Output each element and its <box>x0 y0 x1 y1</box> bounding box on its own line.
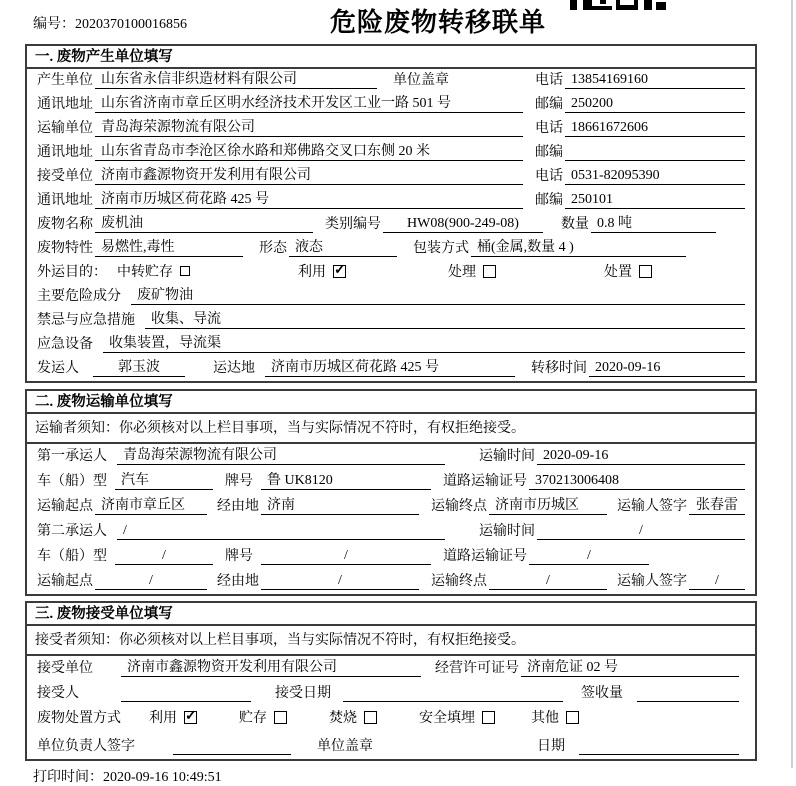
row-left <box>35 141 533 161</box>
print-time-value: 2020-09-16 10:49:51 <box>103 770 222 785</box>
row-second-route <box>27 569 755 594</box>
row-receiving-unit <box>27 656 755 681</box>
phone-value: 0531-82095390 <box>565 167 745 185</box>
row-responsible-signature <box>27 731 755 759</box>
generator-label: 产生单位 <box>37 73 93 88</box>
row-left <box>35 93 533 113</box>
receiver-value: 济南市鑫源物资开发利用有限公司 <box>95 167 523 185</box>
via-label: 经由地 <box>217 499 259 514</box>
accept-date-label: 接受日期 <box>275 686 331 701</box>
acceptor-label: 接受人 <box>37 686 79 701</box>
section-generator <box>25 44 757 383</box>
row-first-carrier <box>27 444 755 469</box>
print-time-line <box>33 766 796 786</box>
row-generator-unit <box>27 69 755 93</box>
form-value: 液态 <box>289 239 397 257</box>
serial-number-line <box>33 13 187 33</box>
end-label: 运输终点 <box>431 499 487 514</box>
print-time-label: 打印时间： <box>33 770 103 785</box>
section-transporter-heading: 二. 废物运输单位填写 <box>27 391 755 414</box>
purpose-option-label: 处理 <box>448 265 476 280</box>
row-left <box>35 165 533 185</box>
disposal-option-incinerate <box>329 707 377 727</box>
row-second-carrier <box>27 519 755 544</box>
row-receiver-address <box>27 189 755 213</box>
disposal-label: 废物处置方式 <box>37 711 121 726</box>
address-label: 通讯地址 <box>37 145 93 160</box>
row-right <box>533 141 745 161</box>
carrier-value: / <box>117 522 445 540</box>
carrier-sign-value: / <box>689 572 745 590</box>
address-value: 山东省青岛市李沧区徐水路和郑佛路交叉口东侧 20 米 <box>95 143 523 161</box>
receiver-label: 接受单位 <box>37 169 93 184</box>
plate-label: 牌号 <box>225 474 253 489</box>
transport-time-value: 2020-09-16 <box>537 447 745 465</box>
document-header <box>0 0 796 42</box>
destination-label: 运达地 <box>213 361 255 376</box>
transport-time-value: / <box>537 522 745 540</box>
purpose-option-label: 中转贮存 <box>117 265 173 280</box>
receiver-value: 济南市鑫源物资开发利用有限公司 <box>121 659 421 677</box>
origin-value: 济南市章丘区 <box>95 497 207 515</box>
zip-value: 250200 <box>565 95 745 113</box>
received-qty-label: 签收量 <box>581 686 623 701</box>
permit-value: 济南危证 02 号 <box>521 659 739 677</box>
carrier-value: 青岛海荣源物流有限公司 <box>117 447 445 465</box>
disposal-option-label: 安全填埋 <box>419 711 475 726</box>
row-disposal-method <box>27 706 755 731</box>
quantity-value: 0.8 吨 <box>591 215 716 233</box>
plate-value: 鲁 UK8120 <box>261 472 431 490</box>
form-label: 形态 <box>259 241 287 256</box>
address-value: 济南市历城区荷花路 425 号 <box>95 191 523 209</box>
page-title: 危险废物转移联单 <box>330 8 547 37</box>
checkbox-icon <box>184 711 197 724</box>
receiver-label: 接受单位 <box>37 661 93 676</box>
row-generator-address <box>27 93 755 117</box>
disposal-option-other <box>531 707 579 727</box>
purpose-label: 外运目的： <box>37 265 107 280</box>
hazard-value: 废矿物油 <box>131 287 745 305</box>
disposal-option-label: 利用 <box>149 711 177 726</box>
row-waste-name <box>27 213 755 237</box>
phone-label: 电话 <box>535 73 563 88</box>
received-qty-value <box>637 685 739 702</box>
transporter-value: 青岛海荣源物流有限公司 <box>95 119 523 137</box>
emergency-value: 收集、导流 <box>145 311 745 329</box>
transfer-time-value: 2020-09-16 <box>589 359 745 377</box>
responsible-sign-label: 单位负责人签字 <box>37 739 135 754</box>
row-second-vehicle <box>27 544 755 569</box>
vehicle-type-label: 车（船）型 <box>37 549 107 564</box>
disposal-option-label: 焚烧 <box>329 711 357 726</box>
section-generator-heading: 一. 废物产生单位填写 <box>27 46 755 69</box>
row-right <box>533 165 745 185</box>
road-license-label: 道路运输证号 <box>443 474 527 489</box>
road-license-value: / <box>529 547 649 565</box>
plate-value: / <box>261 547 431 565</box>
unit-seal-label: 单位盖章 <box>317 739 373 754</box>
transporter-label: 运输单位 <box>37 121 93 136</box>
acceptor-value <box>121 685 251 702</box>
category-value: HW08(900-249-08) <box>383 215 543 233</box>
carrier-label: 第二承运人 <box>37 524 107 539</box>
origin-label: 运输起点 <box>37 499 93 514</box>
generator-value: 山东省永信非织造材料有限公司 <box>95 71 377 89</box>
row-receiver-unit <box>27 165 755 189</box>
row-transporter-address <box>27 141 755 165</box>
carrier-sign-label: 运输人签字 <box>617 574 687 589</box>
row-transfer-purpose <box>27 261 755 285</box>
plate-label: 牌号 <box>225 549 253 564</box>
row-first-vehicle <box>27 469 755 494</box>
receiver-notice: 接受者须知：你必须核对以上栏目事项，当与实际情况不符时，有权拒绝接受。 <box>27 626 755 656</box>
characteristics-label: 废物特性 <box>37 241 93 256</box>
disposal-option-label: 其他 <box>531 711 559 726</box>
disposal-option-label: 贮存 <box>239 711 267 726</box>
row-right <box>533 117 745 137</box>
date-label: 日期 <box>537 739 565 754</box>
purpose-option-label: 利用 <box>298 265 326 280</box>
zip-label: 邮编 <box>535 193 563 208</box>
waste-name-value: 废机油 <box>95 215 313 233</box>
road-license-value: 370213006408 <box>529 472 745 490</box>
origin-value: / <box>95 572 207 590</box>
row-right <box>533 69 745 89</box>
phone-value: 13854169160 <box>565 71 745 89</box>
qr-code-fragment-icon <box>570 0 668 10</box>
phone-label: 电话 <box>535 121 563 136</box>
accept-date-value <box>343 685 563 702</box>
checkbox-icon <box>333 265 346 278</box>
destination-value: 济南市历城区荷花路 425 号 <box>265 359 515 377</box>
packaging-label: 包装方式 <box>413 241 469 256</box>
equipment-label: 应急设备 <box>37 337 93 352</box>
purpose-option-label: 处置 <box>604 265 632 280</box>
address-label: 通讯地址 <box>37 97 93 112</box>
vehicle-type-value: / <box>115 547 213 565</box>
phone-label: 电话 <box>535 169 563 184</box>
checkbox-icon <box>639 265 652 278</box>
serial-label: 编号： <box>33 17 75 32</box>
serial-number: 2020370100016856 <box>75 17 187 32</box>
zip-value <box>565 144 745 161</box>
transport-time-label: 运输时间 <box>479 449 535 464</box>
shipper-label: 发运人 <box>37 361 79 376</box>
zip-label: 邮编 <box>535 97 563 112</box>
seal-label: 单位盖章 <box>393 73 449 88</box>
disposal-option-landfill <box>419 707 495 727</box>
hazard-label: 主要危险成分 <box>37 289 121 304</box>
phone-value: 18661672606 <box>565 119 745 137</box>
road-license-label: 道路运输证号 <box>443 549 527 564</box>
purpose-option-treat <box>448 261 496 281</box>
shipper-value: 郭玉波 <box>93 359 185 377</box>
row-emergency-equipment <box>27 333 755 357</box>
section-transporter <box>25 389 757 596</box>
row-acceptor <box>27 681 755 706</box>
vehicle-type-value: 汽车 <box>115 472 213 490</box>
row-right <box>533 189 745 209</box>
emergency-label: 禁忌与应急措施 <box>37 313 135 328</box>
end-value: / <box>489 572 607 590</box>
section-receiver-heading: 三. 废物接受单位填写 <box>27 603 755 626</box>
via-value: / <box>261 572 419 590</box>
disposal-option-utilize <box>149 707 197 727</box>
end-value: 济南市历城区 <box>489 497 607 515</box>
transporter-notice: 运输者须知：你必须核对以上栏目事项，当与实际情况不符时，有权拒绝接受。 <box>27 414 755 444</box>
transfer-time-label: 转移时间 <box>531 361 587 376</box>
transport-time-label: 运输时间 <box>479 524 535 539</box>
quantity-label: 数量 <box>561 217 589 232</box>
characteristics-value: 易燃性,毒性 <box>95 239 243 257</box>
row-transporter-unit <box>27 117 755 141</box>
carrier-sign-label: 运输人签字 <box>617 499 687 514</box>
permit-label: 经营许可证号 <box>435 661 519 676</box>
checkbox-icon <box>566 711 579 724</box>
purpose-option-dispose <box>604 261 652 281</box>
disposal-option-storage <box>239 707 287 727</box>
vehicle-type-label: 车（船）型 <box>37 474 107 489</box>
checkbox-icon <box>364 711 377 724</box>
via-label: 经由地 <box>217 574 259 589</box>
origin-label: 运输起点 <box>37 574 93 589</box>
checkbox-icon <box>483 265 496 278</box>
carrier-sign-value: 张春雷 <box>689 497 745 515</box>
row-first-route <box>27 494 755 519</box>
row-hazard-component <box>27 285 755 309</box>
row-left <box>35 117 533 137</box>
equipment-value: 收集装置，导流渠 <box>103 335 745 353</box>
row-emergency-measures <box>27 309 755 333</box>
section-receiver <box>25 601 757 761</box>
checkbox-icon <box>274 711 287 724</box>
row-waste-characteristics <box>27 237 755 261</box>
packaging-value: 桶(金属,数量 4 ) <box>471 239 686 257</box>
address-label: 通讯地址 <box>37 193 93 208</box>
checkbox-icon <box>482 711 495 724</box>
zip-label: 邮编 <box>535 145 563 160</box>
row-left <box>35 69 533 89</box>
page-edge-divider <box>791 0 793 768</box>
row-left <box>35 189 533 209</box>
zip-value: 250101 <box>565 191 745 209</box>
date-value <box>579 738 739 755</box>
row-right <box>533 93 745 113</box>
purpose-option-storage <box>117 261 190 281</box>
waste-name-label: 废物名称 <box>37 217 93 232</box>
purpose-option-utilize <box>298 261 346 281</box>
category-label: 类别编号 <box>325 217 381 232</box>
address-value: 山东省济南市章丘区明水经济技术开发区工业一路 501 号 <box>95 95 523 113</box>
checkbox-icon <box>180 266 190 276</box>
via-value: 济南 <box>261 497 419 515</box>
row-shipper <box>27 357 755 381</box>
end-label: 运输终点 <box>431 574 487 589</box>
responsible-sign-value <box>173 738 291 755</box>
carrier-label: 第一承运人 <box>37 449 107 464</box>
